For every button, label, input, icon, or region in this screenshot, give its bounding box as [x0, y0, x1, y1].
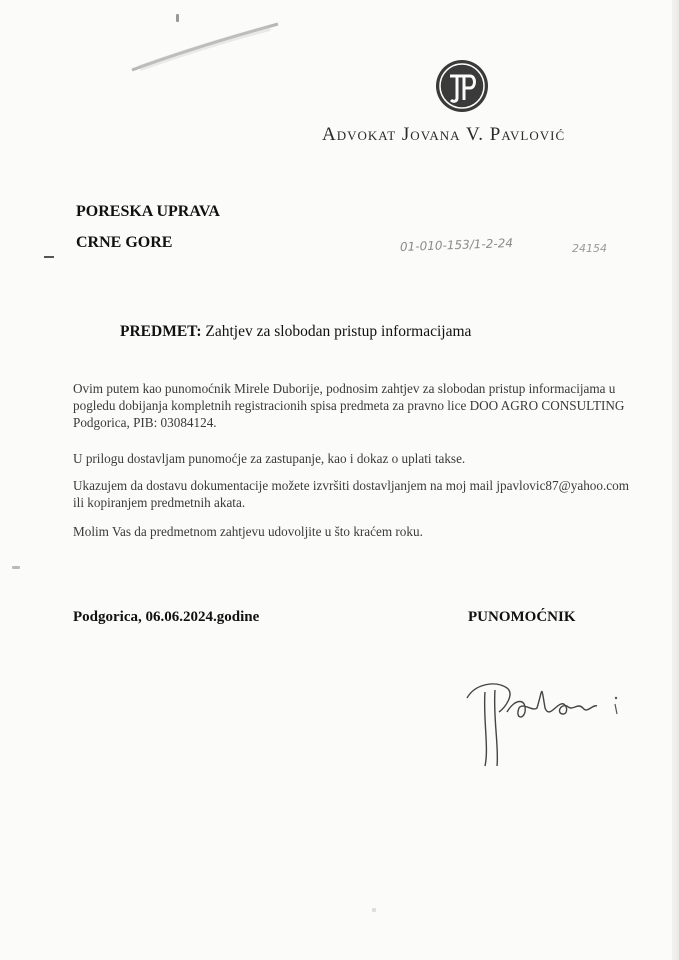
authorized-person-label: PUNOMOĆNIK — [468, 609, 576, 625]
body-paragraph-3: Ukazujem da dostavu dokumentacije možete izvršiti dostavljanjem na moj mail jpavlovic87@yahoo.com ili kopiranjem predmetnih akata. — [73, 478, 629, 510]
jp-monogram-icon — [434, 58, 490, 114]
scan-speck — [12, 566, 20, 569]
body-paragraph-4: Molim Vas da predmetnom zahtjevu udovoljite u što kraćem roku. — [73, 524, 423, 539]
scan-speck — [372, 908, 376, 912]
handwritten-reference-number: 01-010-153/1-2-24 — [399, 236, 514, 254]
scan-speck — [176, 14, 179, 22]
body-paragraph-1: Ovim putem kao punomoćnik Mirele Duborije, podnosim zahtjev za slobodan pristup informacijama u pogledu dobijanja kompletnih registracionih spisa predmeta za pravno lice DOO AGRO CONSULTING Podgorica, PIB: 03084124. — [73, 381, 625, 430]
subject-text: Zahtjev za slobodan pristup informacijama — [205, 323, 472, 340]
firm-name: Advokat Jovana V. Pavlović — [322, 124, 566, 145]
scan-edge-shadow — [672, 0, 679, 960]
recipient-line-2: CRNE GORE — [76, 234, 173, 251]
place-and-date: Podgorica, 06.06.2024.godine — [73, 609, 260, 625]
recipient-line-1: PORESKA UPRAVA — [76, 203, 220, 220]
body-paragraph-2: U prilogu dostavljam punomoćje za zastupanje, kao i dokaz o uplati takse. — [73, 451, 466, 466]
scan-streak — [130, 18, 280, 78]
signature — [455, 668, 635, 768]
subject-label: PREDMET: — [120, 323, 202, 340]
handwritten-reference-extra: 24154 — [572, 242, 607, 255]
margin-mark — [44, 256, 54, 258]
subject-line — [120, 323, 471, 341]
